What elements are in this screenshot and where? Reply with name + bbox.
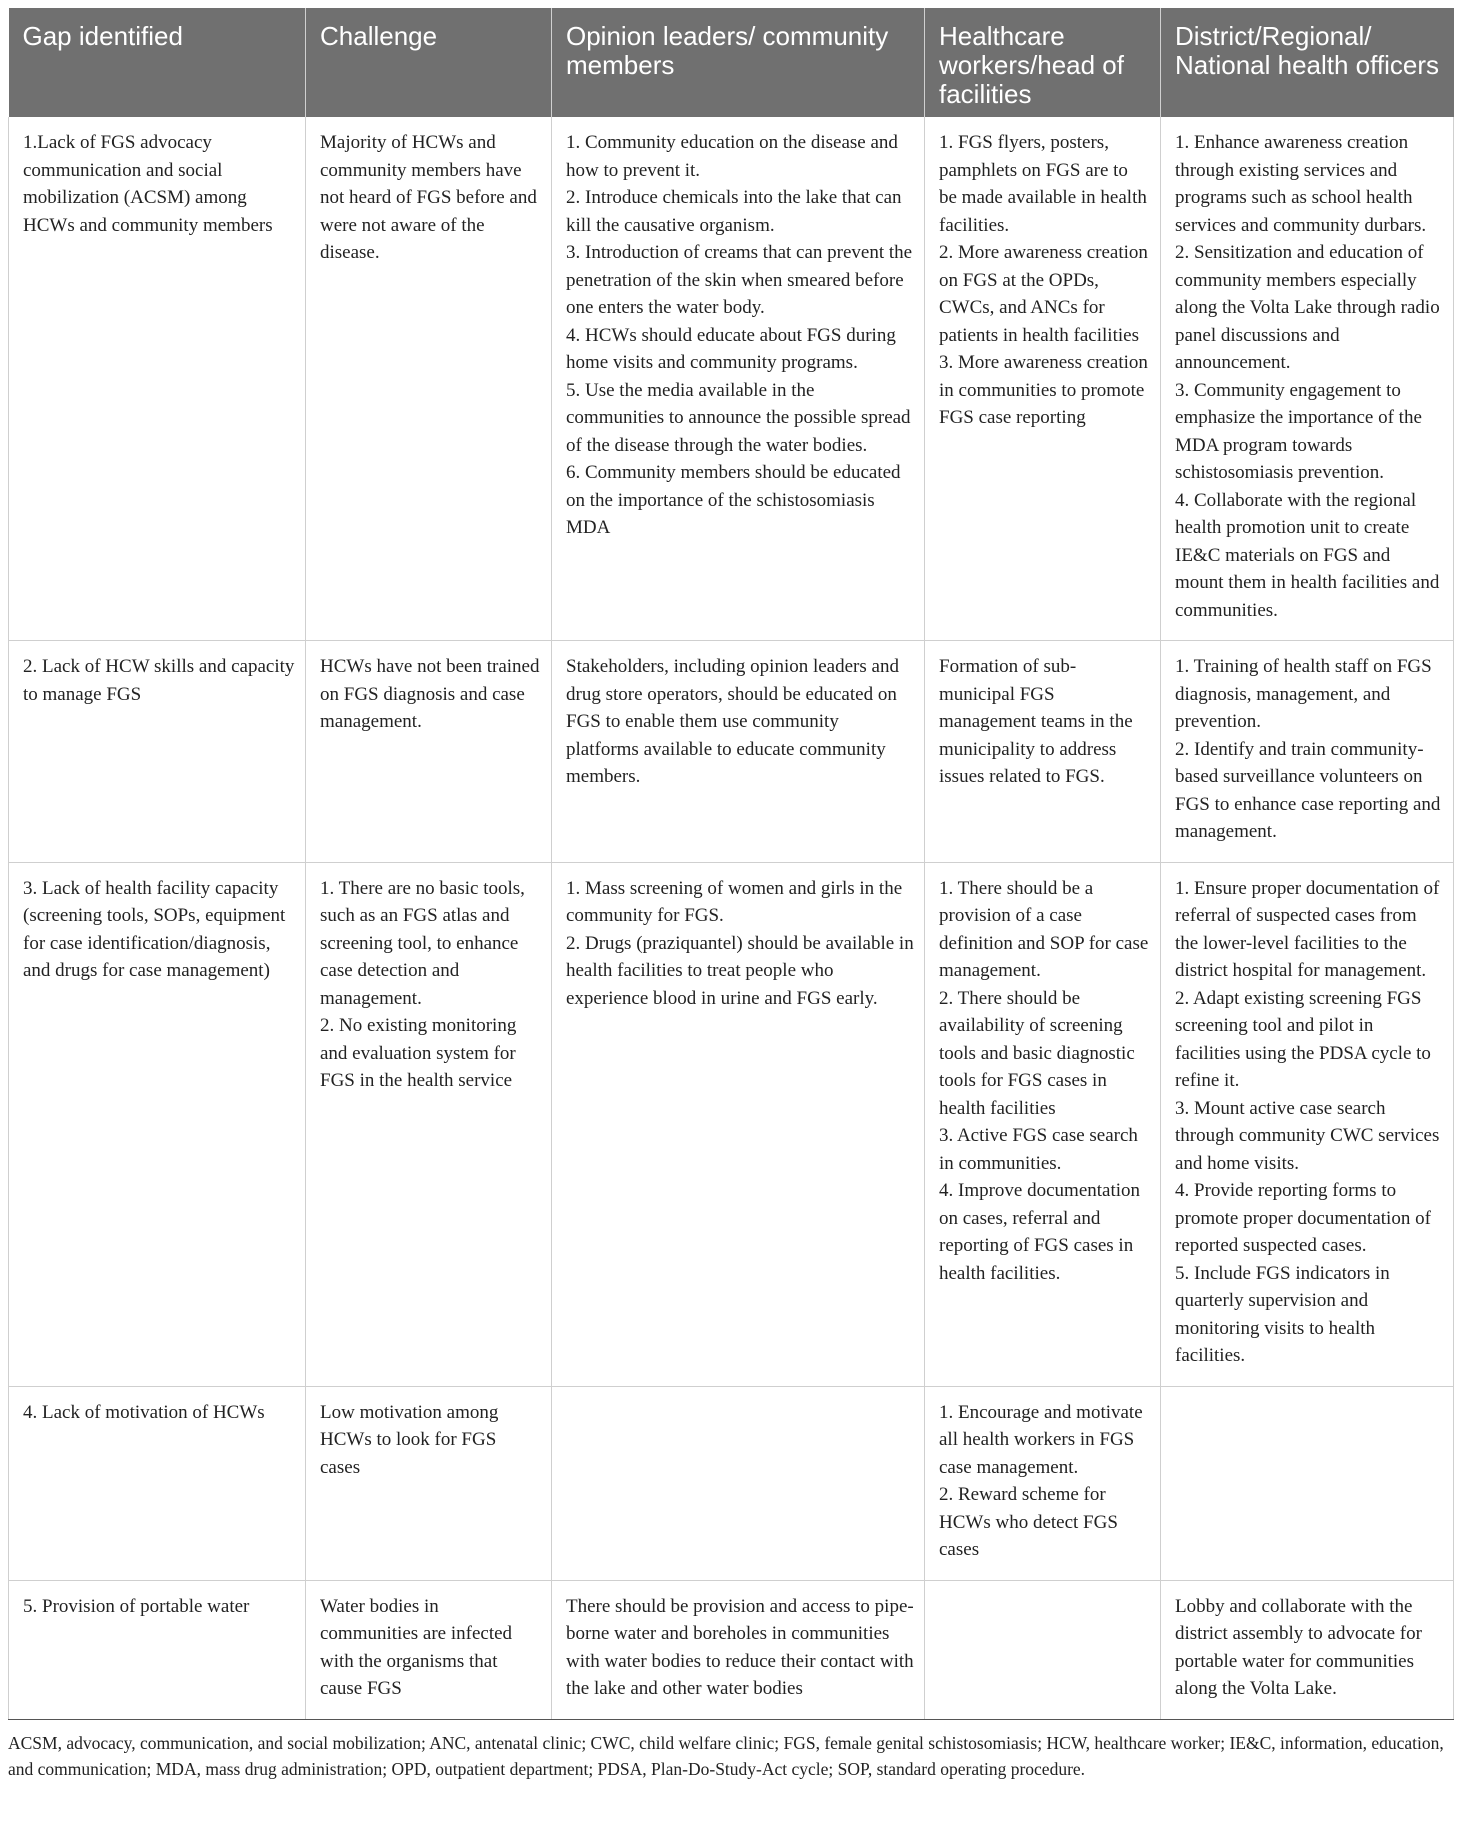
cell-text: 4. Lack of motivation of HCWs <box>23 1401 265 1423</box>
header-row <box>9 8 1454 117</box>
cell-text: Majority of HCWs and community members have not heard of FGS before and were not aware of the disease. <box>320 132 537 263</box>
gap-identified-cell <box>9 641 306 863</box>
cell-text: 2. Lack of HCW skills and capacity to manage FGS <box>23 656 295 705</box>
health-officers-cell <box>1161 117 1454 641</box>
cell-text: 5. Use the media available in the communities to announce the possible spread of the disease through the water bodies. <box>566 379 911 456</box>
opinion-leaders-cell <box>552 862 925 1386</box>
table-body <box>9 117 1454 1719</box>
opinion-leaders-cell <box>552 1580 925 1719</box>
opinion-leaders-cell <box>552 641 925 863</box>
cell-text: 1. Enhance awareness creation through existing services and programs such as school health services and community durbars. <box>1175 132 1427 236</box>
cell-text: 3. More awareness creation in communities to promote FGS case reporting <box>939 352 1148 428</box>
cell-text: 1. Community education on the disease and how to prevent it. <box>566 132 898 181</box>
cell-text: 4. Provide reporting forms to promote proper documentation of reported suspected cases. <box>1175 1180 1431 1256</box>
table-row <box>9 117 1454 641</box>
gap-identified-cell <box>9 117 306 641</box>
cell-text: 5. Provision of portable water <box>23 1595 250 1617</box>
header-challenge: Challenge <box>306 8 552 117</box>
gap-identified-cell <box>9 1386 306 1580</box>
cell-text: 1. There should be a provision of a case definition and SOP for case management. <box>939 877 1149 981</box>
gap-identified-cell <box>9 862 306 1386</box>
cell-text: Stakeholders, including opinion leaders and drug store operators, should be educated on FGS to enable them use community platforms available to educate community members. <box>566 656 899 787</box>
healthcare-workers-cell <box>925 862 1161 1386</box>
header-healthcare-workers: Healthcare workers/head of facilities <box>925 8 1161 117</box>
table-header <box>9 8 1454 117</box>
gap-identified-cell <box>9 1580 306 1719</box>
health-officers-cell <box>1161 1580 1454 1719</box>
header-gap-identified: Gap identified <box>9 8 306 117</box>
challenge-cell <box>306 1386 552 1580</box>
healthcare-workers-cell <box>925 1580 1161 1719</box>
cell-text: 3. Lack of health facility capacity (screening tools, SOPs, equipment for case identification/diagnosis, and drugs for case management) <box>23 877 286 981</box>
cell-text: 1. Mass screening of women and girls in the community for FGS. <box>566 877 903 926</box>
cell-text: 3. Mount active case search through community CWC services and home visits. <box>1175 1097 1440 1174</box>
cell-text: 1. Encourage and motivate all health workers in FGS case management. <box>939 1401 1143 1478</box>
cell-text: 2. Identify and train community-based surveillance volunteers on FGS to enhance case reporting and management. <box>1175 738 1441 842</box>
cell-text: 1. Ensure proper documentation of referral of suspected cases from the lower-level facilities to the district hospital for management. <box>1175 877 1440 981</box>
cell-text: 2. Introduce chemicals into the lake that can kill the causative organism. <box>566 187 902 236</box>
cell-text: There should be provision and access to pipe-borne water and boreholes in communities with water bodies to reduce their contact with the lake and other water bodies <box>566 1595 914 1699</box>
challenge-cell <box>306 1580 552 1719</box>
challenge-cell <box>306 862 552 1386</box>
cell-text: Low motivation among HCWs to look for FGS cases <box>320 1401 499 1478</box>
cell-text: 3. Active FGS case search in communities. <box>939 1125 1138 1174</box>
document-page <box>8 8 1453 1782</box>
header-opinion-leaders: Opinion leaders/ community members <box>552 8 925 117</box>
table-row <box>9 641 1454 863</box>
cell-text: 4. Collaborate with the regional health promotion unit to create IE&C materials on FGS and mount them in health facilities and communities. <box>1175 489 1440 621</box>
cell-text: 4. Improve documentation on cases, referral and reporting of FGS cases in health facilities. <box>939 1180 1141 1284</box>
cell-text: 2. Reward scheme for HCWs who detect FGS cases <box>939 1484 1118 1560</box>
challenge-cell <box>306 641 552 863</box>
table-footnote: ACSM, advocacy, communication, and social mobilization; ANC, antenatal clinic; CWC, child welfare clinic; FGS, female genital schistosomiasis; HCW, healthcare worker; IE&C, information, education, and communication; MDA, mass drug administration; OPD, outpatient department; PDSA, Plan-Do-Study-Act cycle; SOP, standard operating procedure. <box>8 1732 1444 1779</box>
healthcare-workers-cell <box>925 117 1161 641</box>
cell-text: 3. Introduction of creams that can prevent the penetration of the skin when smeared before one enters the water body. <box>566 242 913 318</box>
health-officers-cell <box>1161 1386 1454 1580</box>
cell-text: 1.Lack of FGS advocacy communication and social mobilization (ACSM) among HCWs and community members <box>23 132 273 236</box>
health-officers-cell <box>1161 641 1454 863</box>
table-row <box>9 862 1454 1386</box>
challenge-cell <box>306 117 552 641</box>
table-row <box>9 1580 1454 1719</box>
cell-text: 2. Sensitization and education of community members especially along the Volta Lake through radio panel discussions and announcement. <box>1175 242 1440 373</box>
cell-text: 2. More awareness creation on FGS at the OPDs, CWCs, and ANCs for patients in health facilities <box>939 242 1148 346</box>
cell-text: 2. Adapt existing screening FGS screening tool and pilot in facilities using the PDSA cycle to refine it. <box>1175 987 1431 1091</box>
cell-text: 1. FGS flyers, posters, pamphlets on FGS are to be made available in health facilities. <box>939 132 1147 236</box>
opinion-leaders-cell <box>552 117 925 641</box>
opinion-leaders-cell <box>552 1386 925 1580</box>
cell-text: 2. Drugs (praziquantel) should be available in health facilities to treat people who experience blood in urine and FGS early. <box>566 932 914 1009</box>
cell-text: 3. Community engagement to emphasize the importance of the MDA program towards schistosomiasis prevention. <box>1175 379 1422 483</box>
cell-text: 1. Training of health staff on FGS diagnosis, management, and prevention. <box>1175 656 1432 732</box>
header-health-officers: District/Regional/ National health officers <box>1161 8 1454 117</box>
cell-text: 5. Include FGS indicators in quarterly supervision and monitoring visits to health facilities. <box>1175 1262 1390 1366</box>
cell-text: 2. There should be availability of screening tools and basic diagnostic tools for FGS cases in health facilities <box>939 987 1135 1119</box>
intervention-table <box>8 8 1454 1720</box>
healthcare-workers-cell <box>925 641 1161 863</box>
cell-text: 2. No existing monitoring and evaluation system for FGS in the health service <box>320 1015 517 1091</box>
table-row <box>9 1386 1454 1580</box>
cell-text: 1. There are no basic tools, such as an FGS atlas and screening tool, to enhance case detection and management. <box>320 877 525 1009</box>
healthcare-workers-cell <box>925 1386 1161 1580</box>
cell-text: Water bodies in communities are infected with the organisms that cause FGS <box>320 1595 513 1699</box>
cell-text: 4. HCWs should educate about FGS during home visits and community programs. <box>566 324 896 373</box>
cell-text: Formation of sub-municipal FGS management teams in the municipality to address issues related to FGS. <box>939 656 1133 787</box>
cell-text: 6. Community members should be educated on the importance of the schistosomiasis MDA <box>566 462 901 538</box>
cell-text: Lobby and collaborate with the district assembly to advocate for portable water for communities along the Volta Lake. <box>1175 1595 1422 1699</box>
cell-text: HCWs have not been trained on FGS diagnosis and case management. <box>320 656 540 732</box>
health-officers-cell <box>1161 862 1454 1386</box>
